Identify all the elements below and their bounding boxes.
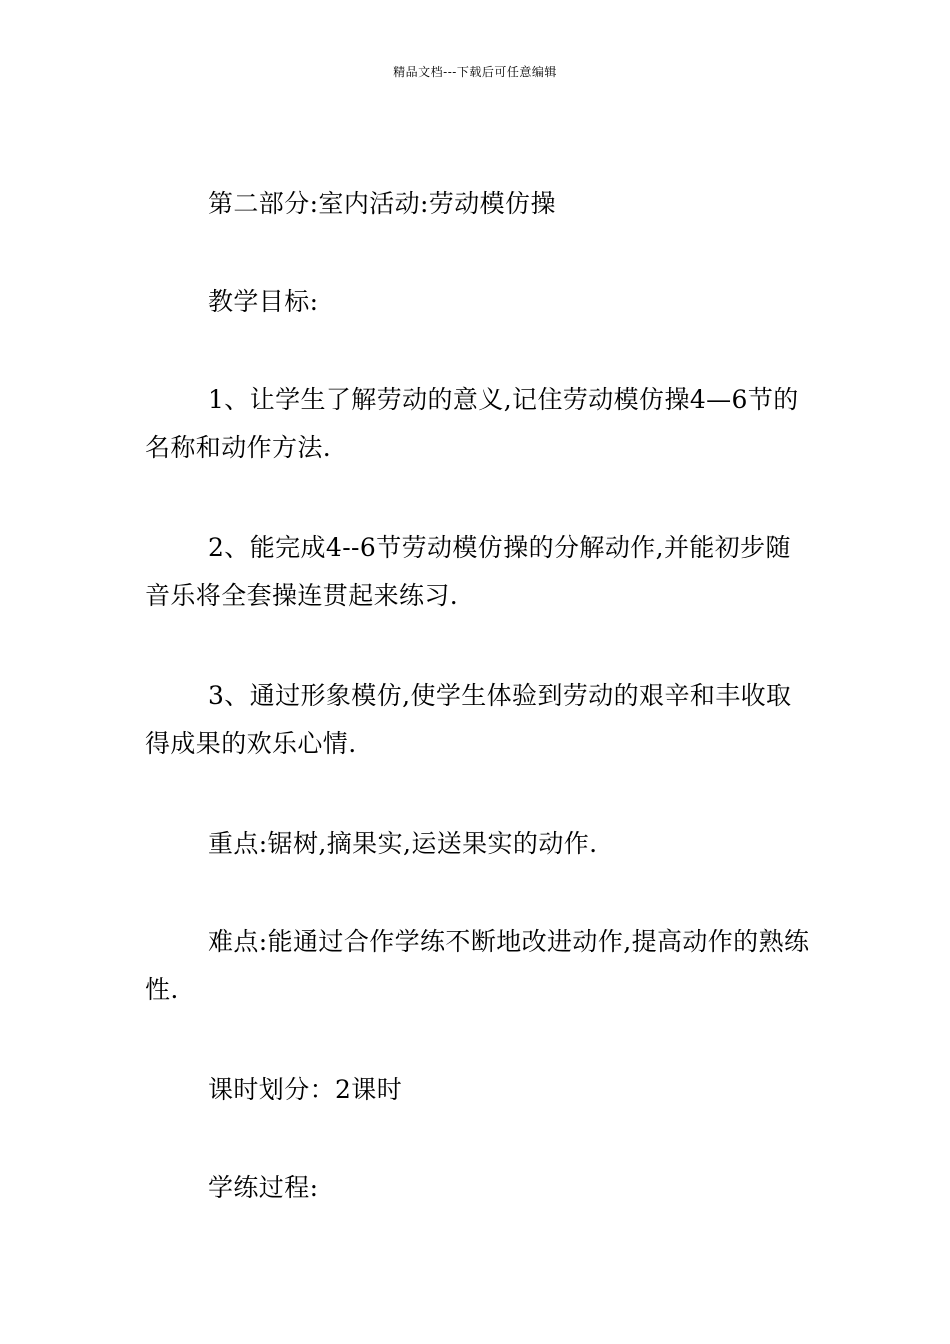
objective-3: 3、通过形象模仿,使学生体验到劳动的艰辛和丰收取得成果的欢乐心情. [145, 681, 792, 758]
document-body [145, 180, 810, 1212]
objective-1: 1、让学生了解劳动的意义,记住劳动模仿操4—6节的名称和动作方法. [145, 385, 799, 462]
section-title: 第二部分:室内活动:劳动模仿操 [208, 189, 556, 218]
page-header: 精品文档---下载后可任意编辑 [393, 65, 557, 79]
process-heading: 学练过程: [208, 1173, 319, 1202]
key-points: 重点:锯树,摘果实,运送果实的动作. [208, 829, 598, 858]
objective-2: 2、能完成4--6节劳动模仿操的分解动作,并能初步随音乐将全套操连贯起来练习. [145, 533, 791, 610]
objectives-heading: 教学目标: [208, 287, 319, 316]
class-hours: 课时划分：2课时 [208, 1075, 403, 1104]
difficulties: 难点:能通过合作学练不断地改进动作,提高动作的熟练性. [145, 927, 810, 1004]
